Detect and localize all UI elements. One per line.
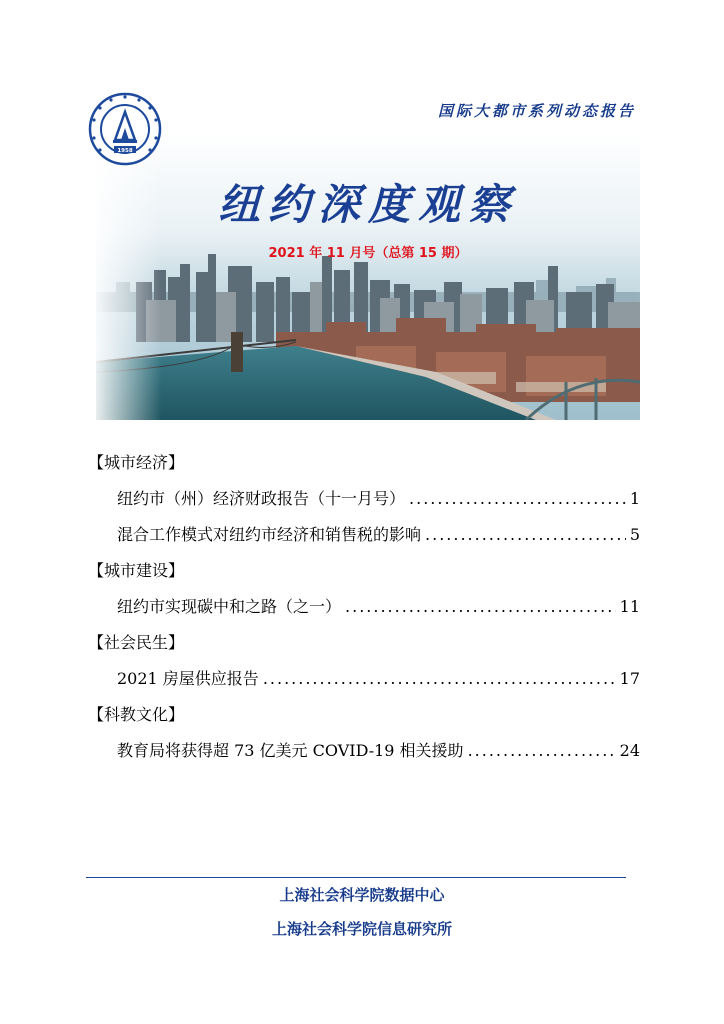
toc-leader-dots — [468, 740, 616, 762]
toc-leader-dots — [263, 668, 616, 690]
toc-entry[interactable] — [88, 524, 640, 560]
toc-entry-title: 混合工作模式对纽约市经济和销售税的影响 — [117, 525, 422, 544]
toc-section-title: 【城市建设】 — [88, 561, 185, 580]
footer-publisher-1: 上海社会科学院数据中心 — [279, 886, 445, 904]
toc-leader-dots — [409, 488, 626, 510]
toc-entry-page: 17 — [619, 669, 640, 688]
toc-entry-title: 纽约市实现碳中和之路（之一） — [117, 597, 342, 616]
issue-label: 2021 年 11 月号（总第 15 期） — [268, 246, 468, 261]
toc-section-title: 【社会民生】 — [88, 633, 185, 652]
toc-entry-page: 1 — [629, 489, 640, 508]
toc-entry-title: 2021 房屋供应报告 — [117, 669, 259, 688]
toc-entry[interactable] — [88, 596, 640, 632]
toc-entry-title: 纽约市（州）经济财政报告（十一月号） — [117, 489, 406, 508]
toc-entry[interactable] — [88, 740, 640, 776]
toc-section-title: 【城市经济】 — [88, 453, 185, 472]
footer-divider — [86, 877, 626, 878]
toc-leader-dots — [425, 524, 626, 546]
toc-entry-title: 教育局将获得超 73 亿美元 COVID-19 相关援助 — [117, 741, 464, 760]
table-of-contents — [88, 452, 640, 776]
footer-publisher-2: 上海社会科学院信息研究所 — [271, 920, 452, 938]
toc-section-title: 【科教文化】 — [88, 705, 185, 724]
logo-year: 1958 — [117, 148, 133, 154]
toc-entry-page: 5 — [629, 525, 640, 544]
toc-entry[interactable] — [88, 488, 640, 524]
main-title: 纽约深度观察 — [217, 180, 518, 229]
series-title: 国际大都市系列动态报告 — [437, 102, 636, 120]
academy-logo — [88, 92, 162, 166]
toc-leader-dots — [345, 596, 616, 618]
toc-entry-page: 11 — [619, 597, 640, 616]
toc-entry-page: 24 — [619, 741, 640, 760]
toc-entry[interactable] — [88, 668, 640, 704]
